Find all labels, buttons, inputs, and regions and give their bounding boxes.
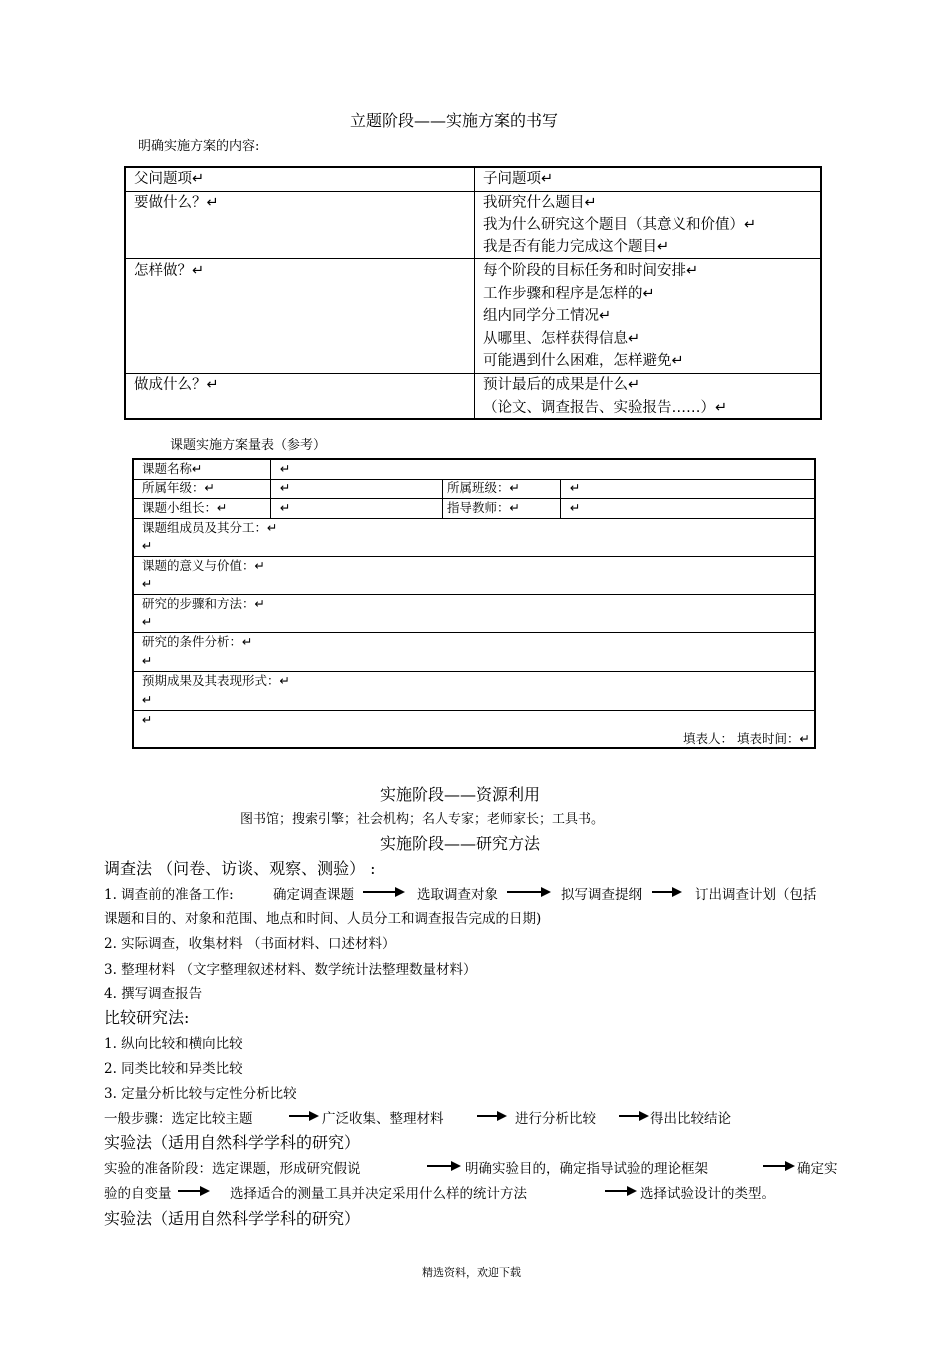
arrow-icon — [652, 891, 680, 893]
return-mark: ↵ — [142, 692, 153, 707]
compare-step: 进行分析比较 — [515, 1111, 596, 1127]
grade-label: 所属年级：↵ — [142, 480, 215, 495]
section-title-resources: 实施阶段——资源利用 — [380, 785, 541, 804]
survey-step: 选取调查对象 — [417, 887, 498, 903]
return-mark: ↵ — [142, 614, 153, 629]
teacher-label: 指导教师：↵ — [447, 500, 520, 515]
compare-step: 得出比较结论 — [650, 1111, 731, 1127]
experiment-heading: 实验法（适用自然科学学科的研究） — [104, 1133, 361, 1152]
child-item: 组内同学分工情况↵ — [483, 308, 612, 324]
topic-name-label: 课题名称↵ — [142, 461, 203, 476]
child-item: 从哪里、怎样获得信息↵ — [483, 331, 641, 347]
intro-text: 明确实施方案的内容: — [138, 139, 260, 154]
experiment-prep-lead: 实验的准备阶段：选定课题，形成研究假说 — [104, 1161, 361, 1177]
survey-step: 订出调查计划（包括 — [695, 887, 817, 903]
return-mark: ↵ — [570, 500, 581, 515]
resources-text: 图书馆；搜索引擎；社会机构；名人专家；老师家长；工具书。 — [240, 812, 605, 827]
survey-step: 确定调查课题 — [273, 887, 354, 903]
child-item: 我是否有能力完成这个题目↵ — [483, 239, 670, 255]
compare-item-3: 3. 定量分析比较与定性分析比较 — [104, 1086, 297, 1102]
arrow-icon — [477, 1115, 505, 1117]
experiment-step: 确定实 — [797, 1161, 838, 1177]
arrow-icon — [619, 1115, 647, 1117]
return-mark: ↵ — [142, 653, 153, 668]
return-mark: ↵ — [570, 480, 581, 495]
arrow-icon — [178, 1190, 208, 1192]
survey-item-4: 4. 撰写调查报告 — [104, 986, 203, 1002]
child-item: 预计最后的成果是什么↵ — [483, 377, 641, 393]
parent-result: 做成什么？↵ — [134, 377, 219, 393]
return-mark: ↵ — [280, 461, 291, 476]
table2-caption: 课题实施方案量表（参考） — [170, 438, 327, 453]
child-item: 可能遇到什么困难，怎样避免↵ — [483, 353, 684, 369]
arrow-icon — [763, 1165, 793, 1167]
section-outcomes: 预期成果及其表现形式：↵ — [142, 673, 290, 688]
compare-step: 广泛收集、整理材料 — [322, 1111, 444, 1127]
compare-item-2: 2. 同类比较和异类比较 — [104, 1061, 243, 1077]
survey-item-1-cont: 课题和目的、对象和范围、地点和时间、人员分工和调查报告完成的日期) — [104, 911, 542, 927]
arrow-icon — [363, 891, 403, 893]
class-label: 所属班级：↵ — [447, 480, 520, 495]
section-title-methods: 实施阶段——研究方法 — [380, 834, 541, 853]
compare-item-1: 1. 纵向比较和横向比较 — [104, 1036, 243, 1052]
arrow-icon — [605, 1190, 635, 1192]
compare-steps-lead: 一般步骤：选定比较主题 — [104, 1111, 253, 1127]
section-conditions: 研究的条件分析：↵ — [142, 634, 253, 649]
survey-step: 拟写调查提纲 — [561, 887, 642, 903]
child-item: 我研究什么题目↵ — [483, 195, 597, 211]
filler-info: 填表人： 填表时间：↵ — [683, 731, 810, 746]
compare-heading: 比较研究法: — [104, 1008, 190, 1027]
return-mark: ↵ — [142, 576, 153, 591]
arrow-icon — [427, 1165, 459, 1167]
plan-form-table — [132, 458, 816, 749]
child-item: （论文、调查报告、实验报告……）↵ — [483, 400, 728, 416]
page-title: 立题阶段——实施方案的书写 — [350, 111, 559, 130]
arrow-icon — [289, 1115, 317, 1117]
survey-item-3: 3. 整理材料 （文字整理叙述材料、数学统计法整理数量材料） — [104, 962, 477, 978]
survey-heading: 调查法 （问卷、访谈、观察、测验） : — [104, 859, 376, 878]
arrow-icon — [507, 891, 549, 893]
return-mark: ↵ — [280, 500, 291, 515]
page-footer: 精选资料，欢迎下载 — [422, 1266, 521, 1279]
plan-content-table — [124, 166, 822, 420]
section-members: 课题组成员及其分工：↵ — [142, 520, 278, 535]
experiment-step: 选择试验设计的类型。 — [640, 1186, 775, 1202]
section-steps: 研究的步骤和方法：↵ — [142, 596, 265, 611]
experiment-heading-2: 实验法（适用自然科学学科的研究） — [104, 1209, 361, 1228]
experiment-step: 选择适合的测量工具并决定采用什么样的统计方法 — [230, 1186, 527, 1202]
survey-item-2: 2. 实际调查，收集材料 （书面材料、口述材料） — [104, 936, 396, 952]
survey-item-1: 1. 调查前的准备工作: — [104, 887, 234, 903]
header-child: 子问题项↵ — [483, 171, 554, 187]
child-item: 每个阶段的目标任务和时间安排↵ — [483, 263, 699, 279]
return-mark: ↵ — [142, 712, 153, 727]
experiment-prep-cont: 验的自变量 — [104, 1186, 172, 1202]
section-value: 课题的意义与价值：↵ — [142, 558, 265, 573]
header-parent: 父问题项↵ — [134, 171, 205, 187]
return-mark: ↵ — [280, 480, 291, 495]
return-mark: ↵ — [142, 538, 153, 553]
child-item: 我为什么研究这个题目（其意义和价值）↵ — [483, 217, 757, 233]
parent-how: 怎样做？↵ — [134, 263, 205, 279]
experiment-step: 明确实验目的，确定指导试验的理论框架 — [465, 1161, 708, 1177]
leader-label: 课题小组长：↵ — [142, 500, 228, 515]
parent-what: 要做什么？↵ — [134, 195, 219, 211]
child-item: 工作步骤和程序是怎样的↵ — [483, 286, 655, 302]
